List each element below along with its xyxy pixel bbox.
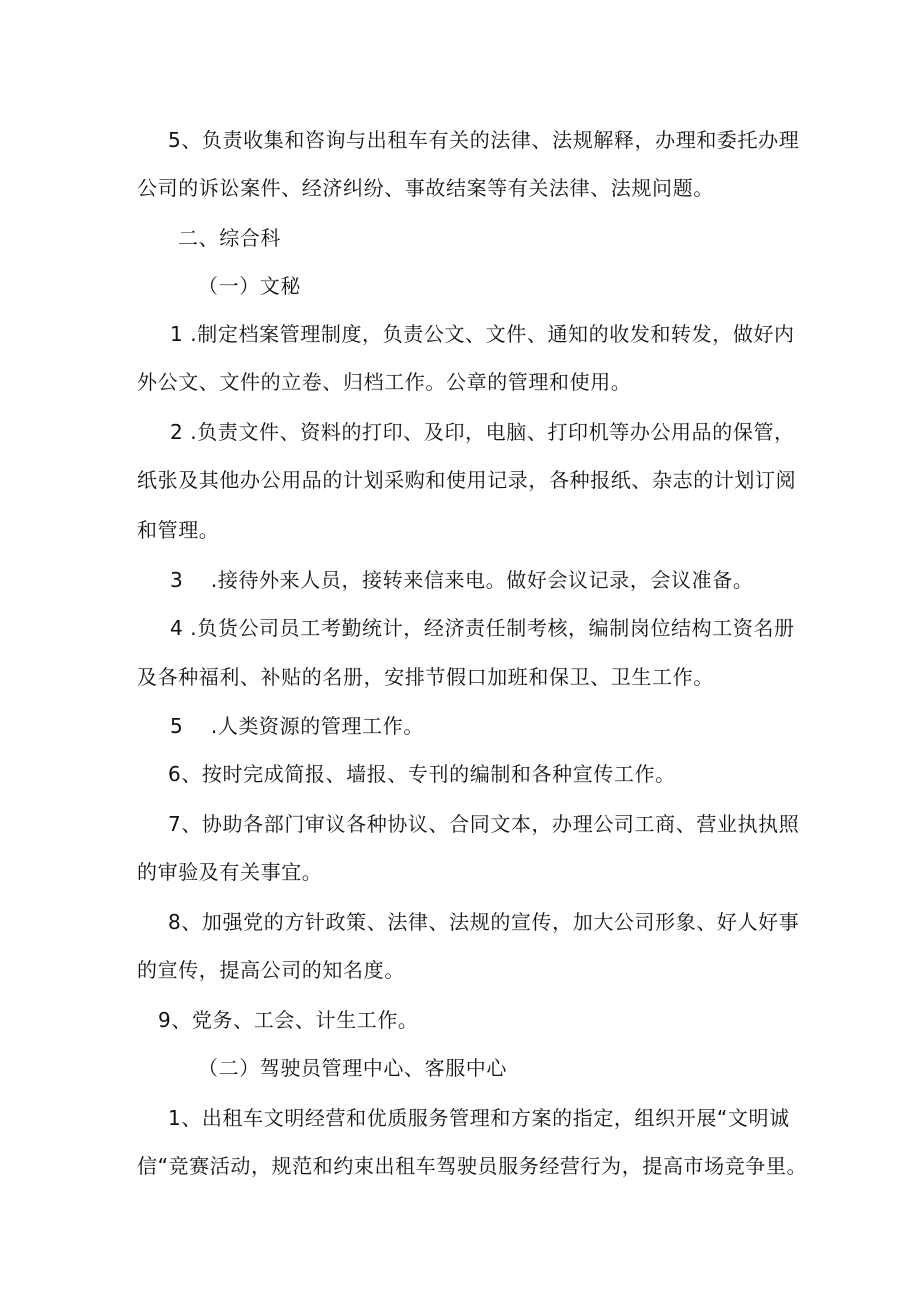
text-line: 和管理。 <box>137 518 220 542</box>
text-line: 4 .负货公司员工考勤统计，经济责任制考核，编制岗位结构工资名册 <box>170 616 795 640</box>
text-line: 及各种福利、补贴的名册，安排节假口加班和保卫、卫生工作。 <box>137 665 714 689</box>
text-line: 1 .制定档案管理制度，负责公文、文件、通知的收发和转发，做好内 <box>170 322 795 346</box>
text-line: 9、党务、工会、计生工作。 <box>158 1008 419 1032</box>
text-line: 8、加强党的方针政策、法律、法规的宣传，加大公司形象、好人好事 <box>168 910 800 934</box>
text-line: 5、负责收集和咨询与出租车有关的法律、法规解释，办理和委托办理 <box>168 128 800 152</box>
subsection-heading: （二）驾驶员管理中心、客服中心 <box>198 1056 507 1080</box>
text-line: 纸张及其他办公用品的计划采购和使用记录，各种报纸、杂志的计划订阅 <box>137 468 797 492</box>
text-line: 3 .接待外来人员，接转来信来电。做好会议记录，会议准备。 <box>170 568 754 592</box>
text-line: 的宣传，提高公司的知名度。 <box>137 958 405 982</box>
text-line: 7、协助各部门审议各种协议、合同文本，办理公司工商、营业执执照 <box>168 812 800 836</box>
text-line: 5 .人类资源的管理工作。 <box>170 714 424 738</box>
text-line: 信“竞赛活动，规范和约束出租车驾驶员服务经营行为，提高市场竞争里。 <box>137 1154 808 1178</box>
text-line: 外公文、文件的立卷、归档工作。公章的管理和使用。 <box>137 370 632 394</box>
text-line: 公司的诉讼案件、经济纠纷、事故结案等有关法律、法规问题。 <box>137 176 714 200</box>
text-line: 2 .负责文件、资料的打印、及印，电脑、打印机等办公用品的保管， <box>170 420 795 444</box>
text-line: 的审验及有关事宜。 <box>137 860 323 884</box>
subsection-heading: （一）文秘 <box>198 274 301 298</box>
text-line: 1、出租车文明经营和优质服务管理和方案的指定，组织开展“文明诚 <box>168 1106 790 1130</box>
section-heading: 二、综合科 <box>178 226 281 250</box>
text-line: 6、按时完成简报、墙报、专刊的编制和各种宣传工作。 <box>168 762 676 786</box>
